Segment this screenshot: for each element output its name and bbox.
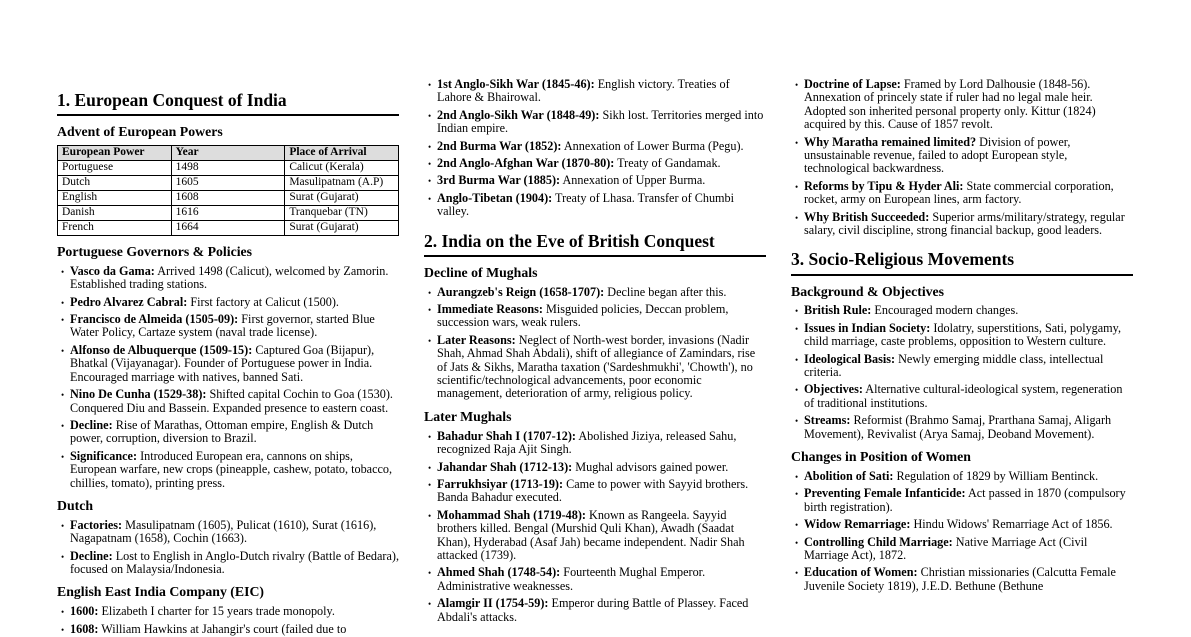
bullet-label: Later Reasons: — [437, 332, 516, 347]
bullet-label: Alfonso de Albuquerque (1509-15): — [70, 342, 253, 357]
bullet-marker: • — [795, 385, 799, 396]
bullet-marker: • — [795, 520, 799, 531]
bullet-text: 1608: William Hawkins at Jahangir's court (failed due to — [70, 621, 347, 636]
bullet-marker: • — [61, 266, 65, 277]
bullet-text: Why Maratha remained limited? Division of power, unsustainable revenue, failed to adopt European style, technological backwardness. — [804, 134, 1071, 176]
bullet-marker: • — [795, 137, 799, 148]
bullet-label: Streams: — [804, 413, 851, 428]
bullet-label: Decline: — [70, 417, 113, 432]
bullet-item — [424, 478, 766, 505]
table-cell: 1664 — [171, 220, 285, 235]
bullet-marker: • — [61, 297, 65, 308]
bullet-item — [424, 157, 766, 170]
bullet-item — [791, 470, 1133, 483]
bullet-label: Why Maratha remained limited? — [804, 134, 977, 149]
bullet-marker: • — [61, 551, 65, 562]
table-row — [58, 175, 399, 190]
bullet-text: Mohammad Shah (1719-48): Known as Rangeela. Sayyid brothers killed. Bengal (Murshid Quli Khan), Awadh (Saadat Khan), Hyderabad (Asaf Jah) became independent. Nadir Shah attacked (1739). — [437, 507, 745, 562]
table-cell: English — [58, 190, 172, 205]
bullet-text: Alfonso de Albuquerque (1509-15): Captured Goa (Bijapur), Bhatkal (Vijayanagar). Founder of Portuguese power in India. Encouraged marriage with natives, banned Sati. — [70, 342, 375, 384]
bullet-marker: • — [428, 335, 432, 346]
table-cell: Tranquebar (TN) — [285, 205, 399, 220]
table-cell: Surat (Gujarat) — [285, 190, 399, 205]
bullet-list — [57, 265, 399, 490]
bullet-marker: • — [428, 110, 432, 121]
bullet-text: Bahadur Shah I (1707-12): Abolished Jiziya, released Sahu, recognized Raja Ajit Singh. — [437, 428, 737, 457]
subsection-heading: Background & Objectives — [791, 283, 945, 299]
bullet-text: Objectives: Alternative cultural-ideological system, regeneration of traditional institutions. — [804, 382, 1123, 410]
bullet-label: Jahandar Shah (1712-13): — [437, 459, 573, 474]
bullet-label: Aurangzeb's Reign (1658-1707): — [437, 284, 605, 299]
bullet-label: Immediate Reasons: — [437, 302, 543, 317]
bullet-item — [57, 313, 399, 340]
bullet-list — [424, 430, 766, 624]
bullet-text: 1st Anglo-Sikh War (1845-46): English victory. Treaties of Lahore & Bhairowal. — [437, 77, 730, 105]
bullet-text: Jahandar Shah (1712-13): Mughal advisors gained power. — [437, 459, 729, 474]
bullet-item — [57, 265, 399, 292]
bullet-text: 1600: Elizabeth I charter for 15 years trade monopoly. — [70, 604, 335, 619]
bullet-list — [791, 78, 1133, 237]
bullet-marker: • — [795, 568, 799, 579]
bullet-text: Aurangzeb's Reign (1658-1707): Decline began after this. — [437, 284, 727, 299]
bullet-label: 3rd Burma War (1885): — [437, 173, 561, 188]
bullet-marker: • — [428, 80, 432, 90]
bullet-marker: • — [795, 323, 799, 334]
bullet-text: 2nd Anglo-Afghan War (1870-80): Treaty of Gandamak. — [437, 156, 721, 171]
bullet-item — [791, 383, 1133, 410]
table-body — [58, 160, 399, 235]
table-row — [58, 190, 399, 205]
bullet-marker: • — [795, 416, 799, 427]
bullet-item — [57, 623, 399, 636]
bullet-item — [57, 450, 399, 490]
bullet-text: Widow Remarriage: Hindu Widows' Remarriage Act of 1856. — [804, 517, 1113, 532]
bullet-text: Nino De Cunha (1529-38): Shifted capital Cochin to Goa (1530). Conquered Diu and Bassein. Expanded presence to eastern coast. — [70, 387, 393, 415]
table-cell: Surat (Gujarat) — [285, 220, 399, 235]
table-cell: 1498 — [171, 160, 285, 175]
bullet-label: 2nd Anglo-Afghan War (1870-80): — [437, 156, 615, 171]
bullet-text: Reforms by Tipu & Hyder Ali: State commercial corporation, rocket, army on European lines, arm factory. — [804, 178, 1114, 207]
bullet-marker: • — [428, 568, 432, 579]
bullet-label: Ideological Basis: — [804, 351, 896, 366]
table-cell: Calicut (Kerala) — [285, 160, 399, 175]
bullet-text: Streams: Reformist (Brahmo Samaj, Prarthana Samaj, Aligarh Movement), Revivalist (Arya Samaj, Deoband Movement). — [804, 413, 1112, 441]
table-header-row — [58, 145, 399, 160]
bullet-marker: • — [428, 193, 432, 204]
bullet-item — [791, 78, 1133, 132]
bullet-item — [424, 597, 766, 624]
bullet-item — [791, 536, 1133, 563]
bullet-text: Ideological Basis: Newly emerging middle class, intellectual criteria. — [804, 351, 1104, 380]
bullet-list — [791, 304, 1133, 441]
subsection-heading: Changes in Position of Women — [791, 449, 971, 465]
bullet-list — [424, 78, 766, 219]
bullet-label: Ahmed Shah (1748-54): — [437, 565, 561, 580]
table-cell: Danish — [58, 205, 172, 220]
bullet-text: Alamgir II (1754-59): Emperor during Battle of Plassey. Faced Abdali's attacks. — [437, 596, 749, 624]
table-cell: French — [58, 220, 172, 235]
bullet-list — [791, 470, 1133, 593]
bullet-marker: • — [61, 390, 65, 401]
subsection-heading: English East India Company (EIC) — [57, 584, 265, 600]
bullet-item — [424, 109, 766, 136]
bullet-marker: • — [428, 431, 432, 442]
bullet-text: British Rule: Encouraged modern changes. — [804, 303, 1019, 318]
bullet-text: Abolition of Sati: Regulation of 1829 by William Bentinck. — [804, 468, 1099, 483]
bullet-item — [57, 419, 399, 446]
bullet-marker: • — [795, 354, 799, 365]
bullet-marker: • — [795, 471, 799, 482]
bullet-item — [57, 519, 399, 546]
bullet-text: Immediate Reasons: Misguided policies, Deccan problem, succession wars, weak rulers. — [437, 302, 729, 330]
bullet-item — [57, 550, 399, 577]
bullet-label: Preventing Female Infanticide: — [804, 486, 966, 501]
bullet-label: 1st Anglo-Sikh War (1845-46): — [437, 77, 595, 91]
bullet-label: 1608: — [70, 621, 99, 636]
bullet-item — [424, 430, 766, 457]
bullet-label: Education of Women: — [804, 565, 918, 580]
bullet-text: Decline: Rise of Marathas, Ottoman empire, English & Dutch power, corruption, diversion to Brazil. — [70, 417, 374, 446]
bullet-label: 1600: — [70, 604, 99, 619]
bullet-label: Abolition of Sati: — [804, 468, 894, 483]
bullet-item — [791, 414, 1133, 441]
bullet-item — [791, 136, 1133, 176]
bullet-marker: • — [61, 345, 65, 356]
bullet-text: Doctrine of Lapse: Framed by Lord Dalhousie (1848-56). Annexation of princely state if ruler had no legal male heir. Adopted son inherited personal property only. Kittur (1824) acquired by this. Cause of 1857 revolt. — [804, 77, 1096, 132]
bullet-text: Later Reasons: Neglect of North-west border, invasions (Nadir Shah, Ahmad Shah Abdali), shift of allegiance of Zamindars, rise of Jats & Sikhs, Maratha taxation ('Sardeshmukhi', 'Chowth'), no scientific/technological advancements, poor economic management, deterioration of army, religious policy. — [437, 332, 756, 401]
bullet-marker: • — [428, 159, 432, 170]
bullet-item — [57, 296, 399, 309]
bullet-item — [791, 353, 1133, 380]
bullet-item — [57, 344, 399, 384]
bullet-marker: • — [795, 537, 799, 548]
bullet-label: Anglo-Tibetan (1904): — [437, 190, 553, 205]
table-cell: 1605 — [171, 175, 285, 190]
bullet-text: 2nd Burma War (1852): Annexation of Lower Burma (Pegu). — [437, 138, 744, 153]
bullet-marker: • — [61, 315, 65, 326]
bullet-text: Ahmed Shah (1748-54): Fourteenth Mughal Emperor. Administrative weaknesses. — [437, 565, 706, 593]
bullet-marker: • — [428, 141, 432, 152]
bullet-marker: • — [795, 212, 799, 223]
bullet-item — [424, 286, 766, 299]
bullet-item — [424, 78, 766, 105]
column-right — [791, 78, 1133, 626]
bullet-label: Pedro Alvarez Cabral: — [70, 294, 188, 309]
table-cell: 1608 — [171, 190, 285, 205]
table-row — [58, 220, 399, 235]
column-left — [57, 78, 399, 636]
bullet-label: Objectives: — [804, 382, 863, 397]
table-header-cell: Place of Arrival — [285, 145, 399, 160]
subsection-heading: Dutch — [57, 497, 94, 513]
bullet-label: Alamgir II (1754-59): — [437, 596, 549, 611]
bullet-item — [424, 174, 766, 187]
bullet-item — [791, 304, 1133, 317]
bullet-marker: • — [61, 520, 65, 531]
bullet-label: Farrukhsiyar (1713-19): — [437, 476, 564, 491]
bullet-item — [791, 487, 1133, 514]
bullet-label: Why British Succeeded: — [804, 209, 930, 224]
bullet-label: Factories: — [70, 517, 123, 532]
table-head — [58, 145, 399, 160]
bullet-item — [791, 211, 1133, 238]
bullet-text: Education of Women: Christian missionaries (Calcutta Female Juvenile Society 1819), J.E.D. Bethune (Bethune — [804, 565, 1116, 593]
bullet-marker: • — [61, 624, 65, 635]
table-row — [58, 205, 399, 220]
bullet-label: Vasco da Gama: — [70, 263, 155, 278]
bullet-label: 2nd Anglo-Sikh War (1848-49): — [437, 107, 600, 122]
bullet-item — [424, 140, 766, 153]
bullet-item — [424, 303, 766, 330]
bullet-text: Vasco da Gama: Arrived 1498 (Calicut), welcomed by Zamorin. Established trading stations. — [70, 263, 389, 292]
bullet-text: Pedro Alvarez Cabral: First factory at Calicut (1500). — [70, 294, 339, 309]
bullet-text: Francisco de Almeida (1505-09): First governor, started Blue Water Policy, Cartaze system (naval trade license). — [70, 312, 375, 340]
bullet-label: Bahadur Shah I (1707-12): — [437, 428, 576, 443]
subsection-heading: Advent of European Powers — [57, 124, 223, 140]
bullet-item — [57, 605, 399, 618]
bullet-label: Francisco de Almeida (1505-09): — [70, 312, 239, 327]
bullet-marker: • — [428, 176, 432, 187]
table-cell: 1616 — [171, 205, 285, 220]
table-cell: Dutch — [58, 175, 172, 190]
bullet-label: Controlling Child Marriage: — [804, 534, 953, 549]
bullet-marker: • — [61, 607, 65, 618]
bullet-marker: • — [795, 80, 799, 90]
bullet-marker: • — [428, 510, 432, 521]
bullet-marker: • — [428, 462, 432, 473]
bullet-label: Decline: — [70, 548, 113, 563]
bullet-label: 2nd Burma War (1852): — [437, 138, 562, 153]
table-cell: Portuguese — [58, 160, 172, 175]
bullet-item — [57, 388, 399, 415]
bullet-item — [424, 192, 766, 219]
bullet-text: 2nd Anglo-Sikh War (1848-49): Sikh lost. Territories merged into Indian empire. — [437, 107, 764, 136]
bullet-marker: • — [428, 305, 432, 316]
bullet-text: Significance: Introduced European era, cannons on ships, European warfare, new crops (pineapple, cashew, potato, tobacco, chillies, tomato), printing press. — [70, 448, 393, 490]
bullet-item — [791, 566, 1133, 593]
bullet-marker: • — [795, 181, 799, 192]
bullet-text: Why British Succeeded: Superior arms/military/strategy, regular salary, civil discipline, strong financial backup, good leaders. — [804, 209, 1125, 238]
bullet-item — [791, 322, 1133, 349]
bullet-item — [424, 566, 766, 593]
bullet-label: Issues in Indian Society: — [804, 320, 931, 335]
table-header-cell: European Power — [58, 145, 172, 160]
bullet-item — [424, 461, 766, 474]
bullet-marker: • — [61, 451, 65, 462]
bullet-list — [57, 519, 399, 577]
column-middle — [424, 78, 766, 626]
bullet-item — [791, 518, 1133, 531]
bullet-label: Doctrine of Lapse: — [804, 77, 901, 91]
bullet-marker: • — [428, 599, 432, 610]
table-header-cell: Year — [171, 145, 285, 160]
bullet-text: Controlling Child Marriage: Native Marriage Act (Civil Marriage Act), 1872. — [804, 534, 1088, 562]
table-cell: Masulipatnam (A.P) — [285, 175, 399, 190]
arrival-table — [57, 145, 399, 236]
bullet-text: Farrukhsiyar (1713-19): Came to power with Sayyid brothers. Banda Bahadur executed. — [437, 476, 749, 505]
section-heading: 3. Socio-Religious Movements — [791, 249, 1133, 275]
bullet-marker: • — [428, 287, 432, 298]
section-heading: 1. European Conquest of India — [57, 90, 399, 116]
subsection-heading: Decline of Mughals — [424, 264, 538, 280]
bullet-marker: • — [795, 306, 799, 317]
bullet-marker: • — [61, 420, 65, 431]
table-row — [58, 160, 399, 175]
bullet-marker: • — [428, 479, 432, 490]
bullet-label: Significance: — [70, 448, 138, 463]
bullet-label: Mohammad Shah (1719-48): — [437, 507, 586, 522]
subsection-heading: Later Mughals — [424, 408, 512, 424]
bullet-text: 3rd Burma War (1885): Annexation of Upper Burma. — [437, 173, 706, 188]
bullet-label: Nino De Cunha (1529-38): — [70, 387, 207, 402]
bullet-marker: • — [795, 489, 799, 500]
bullet-item — [424, 334, 766, 401]
bullet-text: Issues in Indian Society: Idolatry, superstitions, Sati, polygamy, child marriage, caste problems, opposition to Western culture. — [804, 320, 1122, 349]
bullet-list — [57, 605, 399, 636]
bullet-text: Decline: Lost to English in Anglo-Dutch rivalry (Battle of Bedara), focused on Malaysia/Indonesia. — [70, 548, 399, 577]
section-heading: 2. India on the Eve of British Conquest — [424, 231, 766, 257]
bullet-label: British Rule: — [804, 303, 872, 318]
bullet-item — [791, 180, 1133, 207]
bullet-item — [424, 509, 766, 563]
bullet-text: Anglo-Tibetan (1904): Treaty of Lhasa. Transfer of Chumbi valley. — [437, 190, 735, 219]
bullet-text: Factories: Masulipatnam (1605), Pulicat (1610), Surat (1616), Nagapatnam (1658), Cochin (1663). — [70, 517, 377, 546]
subsection-heading: Portuguese Governors & Policies — [57, 243, 253, 259]
bullet-label: Widow Remarriage: — [804, 517, 911, 532]
bullet-text: Preventing Female Infanticide: Act passed in 1870 (compulsory birth registration). — [804, 486, 1126, 514]
bullet-list — [424, 286, 766, 401]
bullet-label: Reforms by Tipu & Hyder Ali: — [804, 178, 964, 193]
